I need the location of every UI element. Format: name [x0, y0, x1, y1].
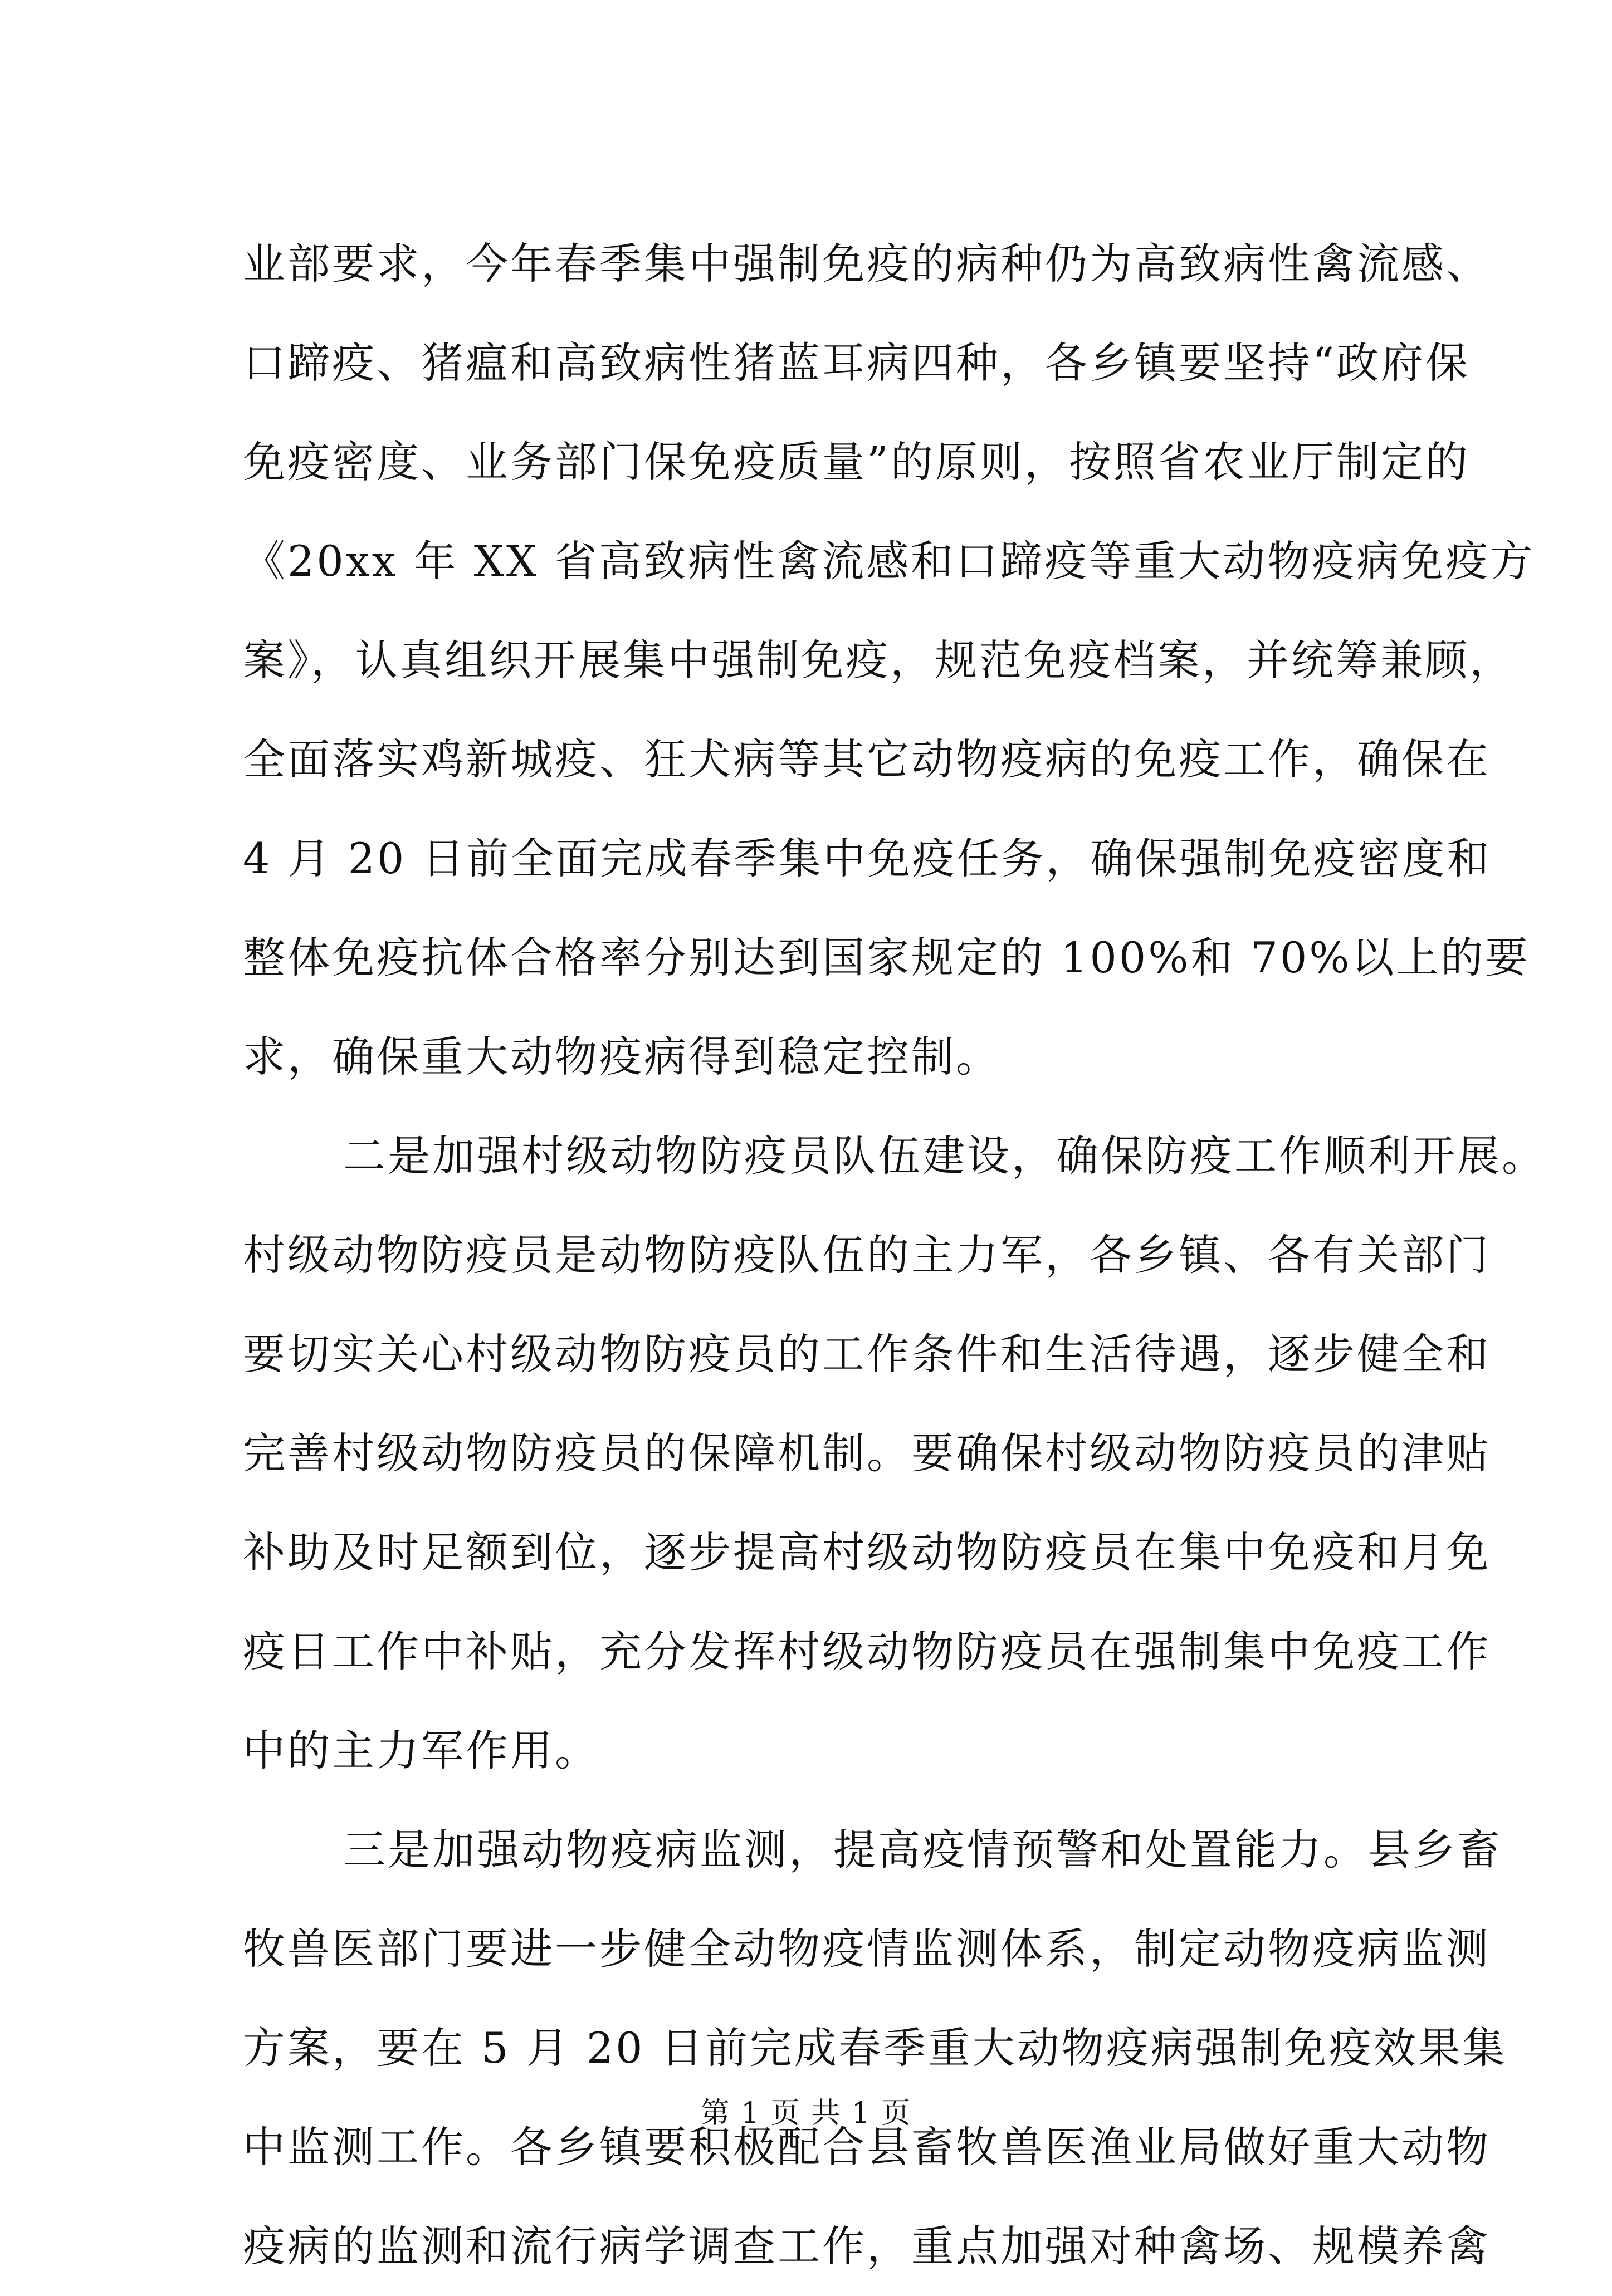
- paragraph-2-line-2: 村级动物防疫员是动物防疫队伍的主力军，各乡镇、各有关部门: [243, 1230, 1491, 1280]
- paragraph-1-line-2: 口蹄疫、猪瘟和高致病性猪蓝耳病四种，各乡镇要坚持“政府保: [243, 338, 1470, 388]
- paragraph-1-line-3: 免疫密度、业务部门保免疫质量”的原则，按照省农业厅制定的: [243, 437, 1470, 487]
- body-text: [243, 214, 1546, 2296]
- paragraph-1-line-8: 整体免疫抗体合格率分别达到国家规定的 100%和 70%以上的要: [243, 933, 1530, 982]
- paragraph-1-line-6: 全面落实鸡新城疫、狂犬病等其它动物疫病的免疫工作，确保在: [243, 735, 1491, 784]
- paragraph-3-line-2: 牧兽医部门要进一步健全动物疫情监测体系，制定动物疫病监测: [243, 1924, 1491, 1974]
- paragraph-1-line-4: 《20xx 年 XX 省高致病性禽流感和口蹄疫等重大动物疫病免疫方: [243, 536, 1535, 586]
- page-footer: [0, 2094, 1612, 2133]
- paragraph-2-line-5: 补助及时足额到位，逐步提高村级动物防疫员在集中免疫和月免: [243, 1528, 1491, 1577]
- paragraph-3-line-4: 中监测工作。各乡镇要积极配合县畜牧兽医渔业局做好重大动物: [243, 2122, 1491, 2172]
- paragraph-1-line-1: 业部要求，今年春季集中强制免疫的病种仍为高致病性禽流感、: [243, 239, 1491, 288]
- paragraph-1-line-7: 4 月 20 日前全面完成春季集中免疫任务，确保强制免疫密度和: [243, 834, 1492, 883]
- paragraph-1-line-5: 案》，认真组织开展集中强制免疫，规范免疫档案，并统筹兼顾，: [243, 635, 1514, 685]
- paragraph-3-line-3: 方案，要在 5 月 20 日前完成春季重大动物疫病强制免疫效果集: [243, 2023, 1507, 2073]
- paragraph-2-line-1: 二是加强村级动物防疫员队伍建设，确保防疫工作顺利开展。: [343, 1131, 1546, 1181]
- paragraph-2-line-4: 完善村级动物防疫员的保障机制。要确保村级动物防疫员的津贴: [243, 1428, 1491, 1478]
- paragraph-2-line-7: 中的主力军作用。: [243, 1726, 599, 1775]
- paragraph-1-line-9: 求，确保重大动物疫病得到稳定控制。: [243, 1032, 1000, 1081]
- paragraph-2-line-6: 疫日工作中补贴，充分发挥村级动物防疫员在强制集中免疫工作: [243, 1627, 1491, 1676]
- page-number-label: 第 1 页 共 1 页: [700, 2097, 912, 2130]
- paragraph-3-line-1: 三是加强动物疫病监测，提高疫情预警和处置能力。县乡畜: [343, 1825, 1502, 1874]
- paragraph-3-line-5: 疫病的监测和流行病学调查工作，重点加强对种禽场、规模养禽: [243, 2221, 1491, 2271]
- paragraph-2-line-3: 要切实关心村级动物防疫员的工作条件和生活待遇，逐步健全和: [243, 1329, 1491, 1379]
